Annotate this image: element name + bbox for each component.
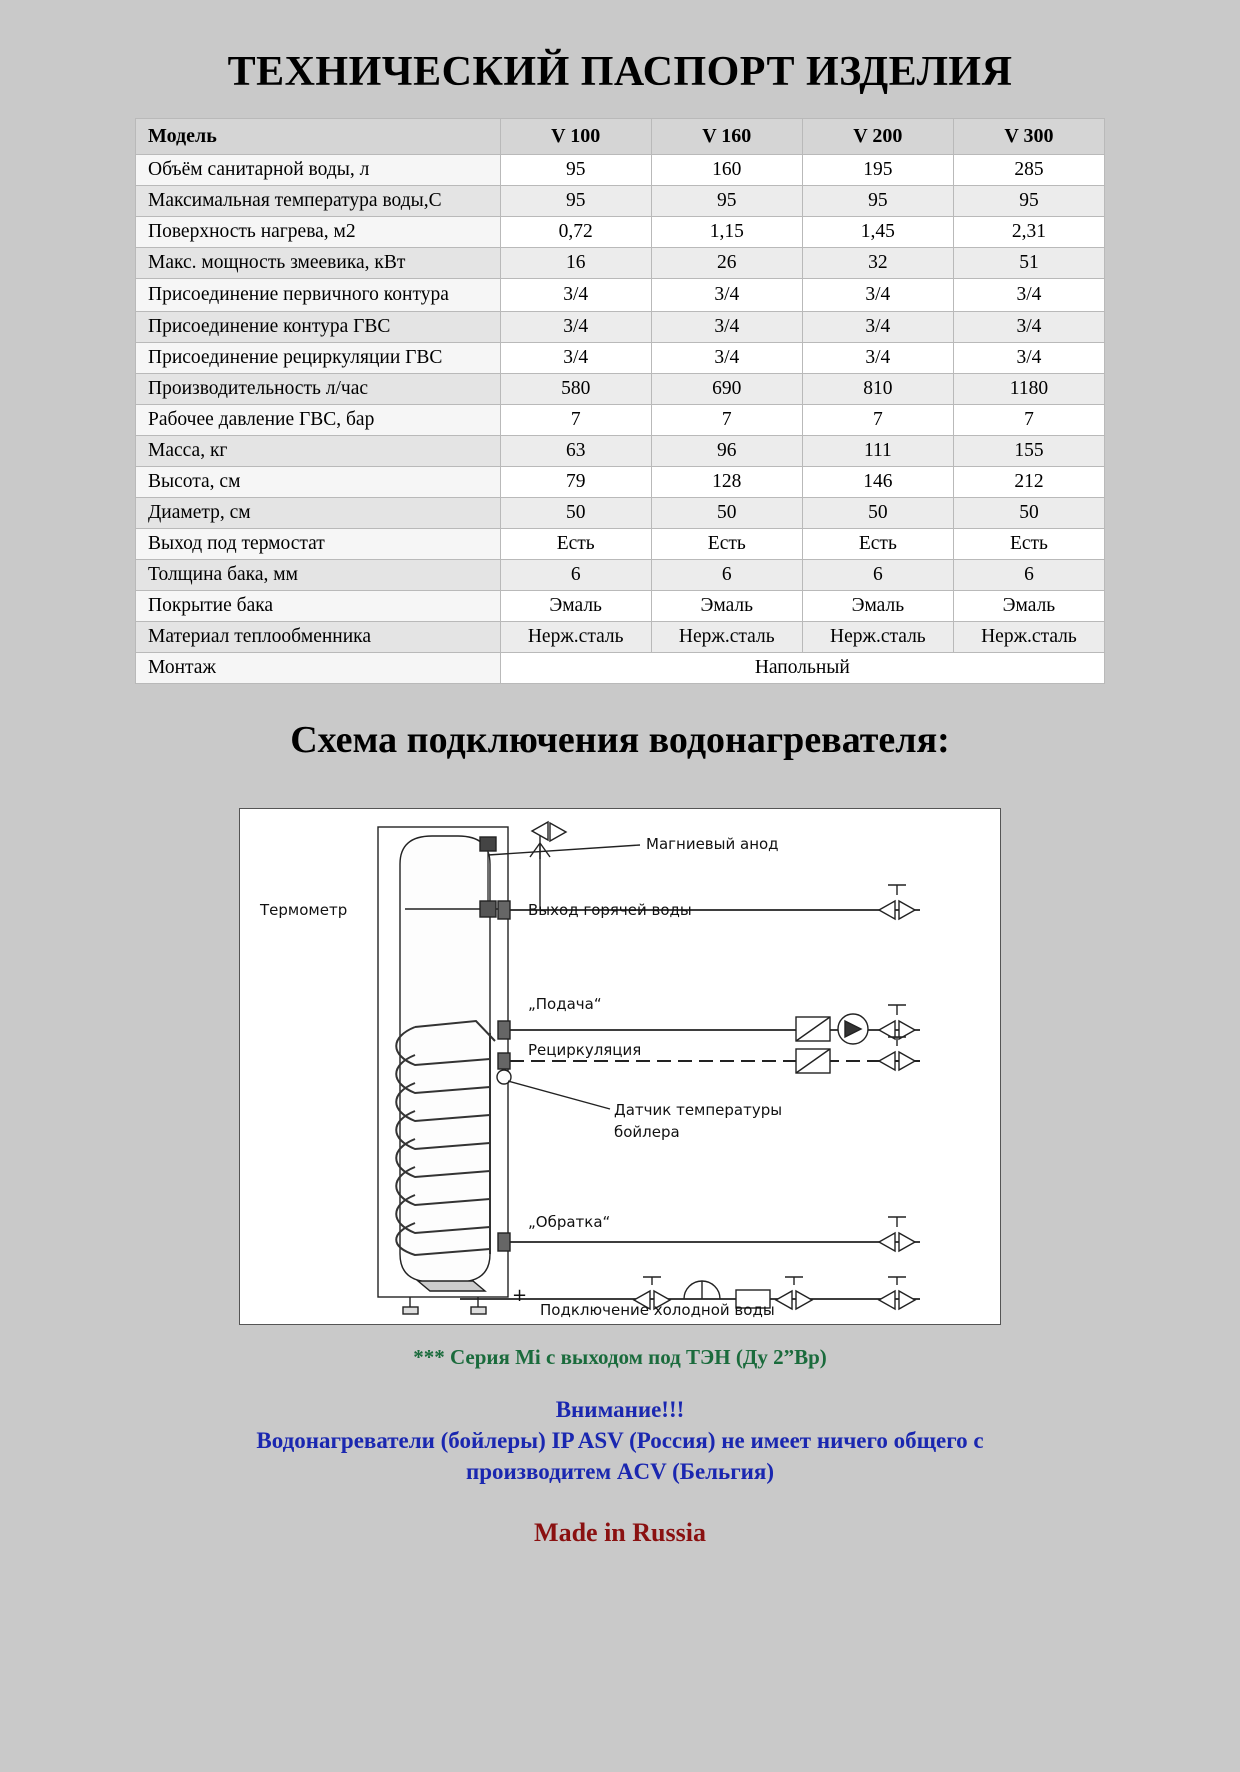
cell-v300: 3/4 [953,343,1104,374]
hot-water-valve-left [879,901,895,919]
table-row [136,186,1105,217]
table-row [136,374,1105,405]
cold-valve2-left [776,1291,792,1309]
cell-v100: 0,72 [500,217,651,248]
cell-v200: 1,45 [802,217,953,248]
anode-leader-line [488,845,640,855]
cell-mount-all: Напольный [500,653,1104,684]
warning-line-1: Водонагреватели (бойлеры) IP ASV (Россия) не имеет ничего общего с [256,1428,984,1454]
specifications-table [135,118,1105,684]
row-label: Объём санитарной воды, л [136,155,501,186]
cell-v300: 285 [953,155,1104,186]
cell-v200: 32 [802,248,953,279]
table-row [136,529,1105,560]
recirc-valve-right [899,1052,915,1070]
row-label: Поверхность нагрева, м2 [136,217,501,248]
row-label: Высота, см [136,467,501,498]
label-magnesium-anode: Магниевый анод [646,835,779,854]
cell-v300: 2,31 [953,217,1104,248]
warning-line-2: производитем ACV (Бельгия) [465,1459,775,1485]
row-label: Покрытие бака [136,591,501,622]
cell-v100: 3/4 [500,279,651,312]
table-row [136,560,1105,591]
cell-v160: 3/4 [651,279,802,312]
table-row [136,279,1105,312]
cell-v200: 810 [802,374,953,405]
cell-v100: 580 [500,374,651,405]
cell-v160: 7 [651,405,802,436]
row-label: Материал теплообменника [136,622,501,653]
cell-v100: 50 [500,498,651,529]
label-thermometer: Термометр [260,901,348,920]
return-valve-left [879,1233,895,1251]
table-row [136,155,1105,186]
table-row [136,653,1105,684]
row-label: Максимальная температура воды,С [136,186,501,217]
cell-v200: Есть [802,529,953,560]
row-label: Толщина бака, мм [136,560,501,591]
table-body [136,155,1105,684]
cell-v160: Нерж.сталь [651,622,802,653]
made-in-russia: Made in Russia [534,1517,706,1547]
row-label: Присоединение рециркуляции ГВС [136,343,501,374]
cell-v160: 160 [651,155,802,186]
cell-v160: 690 [651,374,802,405]
cell-v200: 3/4 [802,279,953,312]
cell-v300: 212 [953,467,1104,498]
row-label: Присоединение контура ГВС [136,312,501,343]
label-hot-water-out: Выход горячей воды [528,901,692,920]
cell-v160: Есть [651,529,802,560]
cell-v100: 95 [500,186,651,217]
safety-valve-body2 [550,823,566,841]
cell-v300: 50 [953,498,1104,529]
cell-v100: 16 [500,248,651,279]
flange-hot-out [498,901,510,919]
cell-v160: 50 [651,498,802,529]
recirc-valve-left [879,1052,895,1070]
cell-v200: 6 [802,560,953,591]
flange-recirc [498,1053,510,1069]
section-title-connection-scheme: Схема подключения водонагревателя: [290,719,950,762]
column-header-v100: V 100 [500,119,651,155]
cell-v300: 7 [953,405,1104,436]
row-label: Выход под термостат [136,529,501,560]
cell-v160: 3/4 [651,312,802,343]
cell-v300: 3/4 [953,312,1104,343]
column-header-model: Модель [136,119,501,155]
magnesium-anode-icon [480,837,496,851]
cell-v200: Нерж.сталь [802,622,953,653]
diagram-labels [259,835,782,1319]
cell-v300: 51 [953,248,1104,279]
drain-plate [418,1281,485,1291]
cell-v200: 50 [802,498,953,529]
tank-foot-right-pad [471,1307,486,1314]
flange-supply [498,1021,510,1039]
cell-v200: 7 [802,405,953,436]
cell-v100: 7 [500,405,651,436]
cell-v300: Нерж.сталь [953,622,1104,653]
row-label: Производительность л/час [136,374,501,405]
cell-v160: 95 [651,186,802,217]
table-row [136,591,1105,622]
row-label: Диаметр, см [136,498,501,529]
cell-v200: 95 [802,186,953,217]
cell-v200: 146 [802,467,953,498]
cell-v100: 3/4 [500,343,651,374]
table-row [136,312,1105,343]
cell-v200: 195 [802,155,953,186]
table-row [136,217,1105,248]
row-label: Монтаж [136,653,501,684]
note-series: *** Серия Mi с выходом под ТЭН (Ду 2”Вр) [413,1345,827,1370]
diagram-svg [240,809,1000,1324]
cell-v300: Эмаль [953,591,1104,622]
table-row [136,343,1105,374]
cell-v300: 6 [953,560,1104,591]
cell-v300: 95 [953,186,1104,217]
flange-return [498,1233,510,1251]
column-header-v160: V 160 [651,119,802,155]
table-row [136,436,1105,467]
warning-block [135,1394,1105,1487]
cell-v200: 3/4 [802,343,953,374]
row-label: Рабочее давление ГВС, бар [136,405,501,436]
row-label: Масса, кг [136,436,501,467]
diagram-container [135,808,1105,1325]
label-cold-water-in: Подключение холодной воды [540,1301,775,1320]
cell-v100: 6 [500,560,651,591]
cell-v300: 1180 [953,374,1104,405]
cell-v160: Эмаль [651,591,802,622]
return-valve-right [899,1233,915,1251]
cell-v300: 155 [953,436,1104,467]
row-label: Макс. мощность змеевика, кВт [136,248,501,279]
label-supply: „Подача“ [528,995,602,1014]
cell-v160: 3/4 [651,343,802,374]
cell-v300: 3/4 [953,279,1104,312]
page-title: ТЕХНИЧЕСКИЙ ПАСПОРТ ИЗДЕЛИЯ [227,49,1013,95]
tank-foot-left-pad [403,1307,418,1314]
cell-v200: Эмаль [802,591,953,622]
table-row [136,405,1105,436]
label-sensor-line1: Датчик температуры [614,1101,783,1120]
label-plus-sign: + [512,1285,528,1307]
cell-v100: Эмаль [500,591,651,622]
cell-v200: 3/4 [802,312,953,343]
thermometer-port [480,901,496,917]
tank-body [400,836,490,1282]
cell-v100: Нерж.сталь [500,622,651,653]
cell-v100: 3/4 [500,312,651,343]
label-return: „Обратка“ [528,1213,611,1232]
table-header-row [136,119,1105,155]
table-row [136,622,1105,653]
cell-v100: Есть [500,529,651,560]
label-sensor-line2: бойлера [614,1123,680,1142]
cell-v100: 95 [500,155,651,186]
cell-v160: 6 [651,560,802,591]
cold-valve3-right [899,1291,915,1309]
cell-v100: 63 [500,436,651,467]
cell-v300: Есть [953,529,1104,560]
cold-valve3-left [879,1291,895,1309]
cell-v160: 96 [651,436,802,467]
column-header-v200: V 200 [802,119,953,155]
table-row [136,248,1105,279]
sensor-leader-line [508,1081,610,1109]
table-header [136,119,1105,155]
table-row [136,498,1105,529]
row-label: Присоединение первичного контура [136,279,501,312]
label-recirculation: Рециркуляция [528,1041,642,1060]
cell-v160: 128 [651,467,802,498]
cell-v160: 1,15 [651,217,802,248]
cell-v200: 111 [802,436,953,467]
boiler-connection-diagram [239,808,1001,1325]
column-header-v300: V 300 [953,119,1104,155]
warning-attention: Внимание!!! [555,1397,685,1423]
table-row [136,467,1105,498]
cell-v100: 79 [500,467,651,498]
hot-water-valve-right [899,901,915,919]
cold-valve2-right [796,1291,812,1309]
cell-v160: 26 [651,248,802,279]
